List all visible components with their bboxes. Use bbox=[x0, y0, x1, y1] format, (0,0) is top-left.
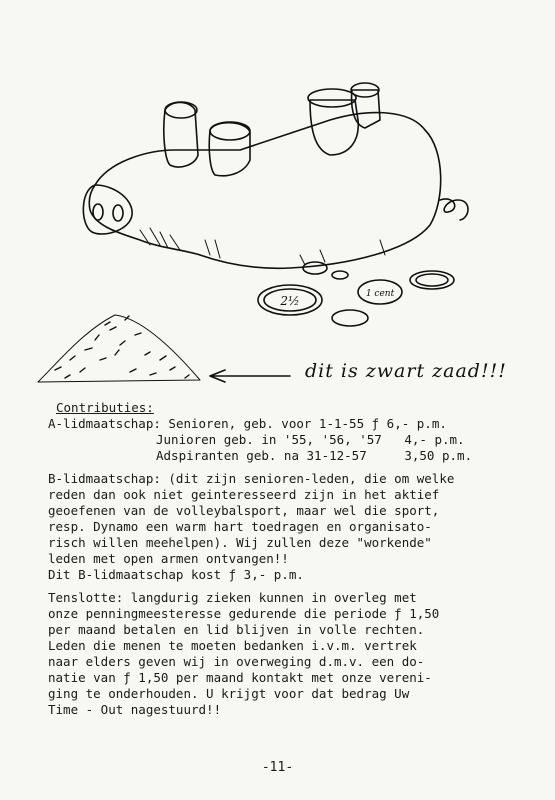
pig-tail bbox=[440, 199, 468, 220]
contribution-table bbox=[48, 416, 548, 464]
text-line: Tenslotte: langdurig zieken kunnen in overleg met bbox=[48, 590, 417, 605]
section-heading: Contributies: bbox=[56, 400, 154, 415]
contribution-amount: ƒ 6,- p.m. bbox=[371, 416, 447, 431]
text-line: per maand betalen en lid blijven in volle rechten. bbox=[48, 622, 425, 637]
coin bbox=[303, 262, 327, 274]
text-line: geoefenen van de volleybalsport, maar wel die sport, bbox=[48, 503, 440, 518]
contribution-text: Senioren, geb. voor 1-1-55 bbox=[168, 416, 365, 431]
text-line: Dit B-lidmaatschap kost ƒ 3,- p.m. bbox=[48, 567, 304, 582]
pig-leg bbox=[310, 100, 358, 155]
coin-label: 1 cent bbox=[365, 289, 395, 299]
text-line: leden met open armen ontvangen!! bbox=[48, 551, 289, 566]
text-line: naar elders geven wij in overweging d.m.v. een do- bbox=[48, 654, 425, 669]
arrow bbox=[210, 370, 290, 382]
coin bbox=[332, 271, 348, 279]
contribution-text: Adspiranten geb. na 31-12-57 bbox=[156, 448, 367, 463]
pig-body bbox=[89, 113, 440, 269]
text-line: B-lidmaatschap: (dit zijn senioren-leden, die om welke bbox=[48, 471, 455, 486]
contribution-amount: 3,50 p.m. bbox=[404, 448, 473, 463]
membership-label: A-lidmaatschap: bbox=[48, 416, 161, 431]
text-line: natie van ƒ 1,50 per maand kontakt met onze vereni- bbox=[48, 670, 432, 685]
text-line: onze penningmeesteresse gedurende die periode ƒ 1,50 bbox=[48, 606, 440, 621]
text-line: risch willen meehelpen). Wij zullen deze "workende" bbox=[48, 535, 432, 550]
coin-label: 2½ bbox=[280, 294, 300, 308]
contribution-row bbox=[48, 416, 548, 432]
paragraph-tenslotte bbox=[48, 590, 548, 718]
contribution-row bbox=[48, 432, 548, 448]
handwritten-caption: dit is zwart zaad!!! bbox=[305, 360, 507, 382]
page-number: -11- bbox=[261, 760, 294, 775]
text-line: Time - Out nagestuurd!! bbox=[48, 702, 222, 717]
contribution-row bbox=[48, 448, 548, 464]
seed-pile bbox=[38, 315, 200, 382]
pig-leg bbox=[164, 103, 198, 167]
contribution-amount: 4,- p.m. bbox=[404, 432, 465, 447]
paragraph-b-membership bbox=[48, 471, 548, 583]
contribution-text: Junioren geb. in '55, '56, '57 bbox=[156, 432, 382, 447]
text-line: resp. Dynamo een warm hart toedragen en organisato- bbox=[48, 519, 432, 534]
coin bbox=[332, 310, 368, 326]
text-line: Leden die menen te moeten bedanken i.v.m. vertrek bbox=[48, 638, 417, 653]
text-line: ging te onderhouden. U krijgt voor dat bedrag Uw bbox=[48, 686, 410, 701]
document-body bbox=[48, 400, 548, 718]
text-line: reden dan ook niet geinteresseerd zijn in het aktief bbox=[48, 487, 440, 502]
